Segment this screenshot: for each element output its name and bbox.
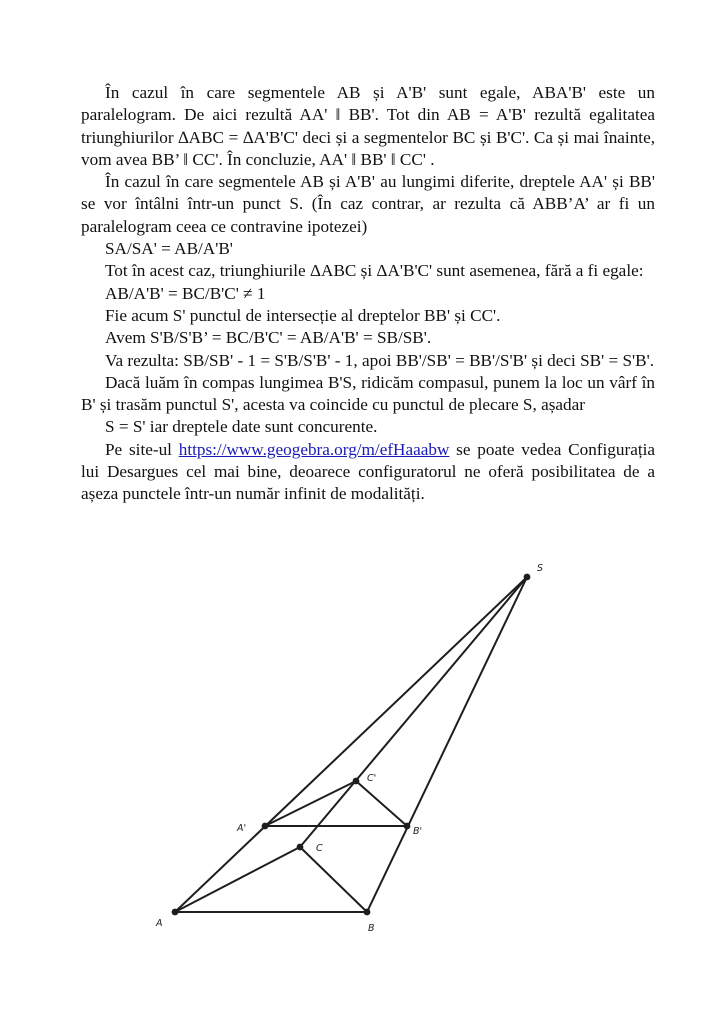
line-s-c xyxy=(300,577,527,847)
point-b xyxy=(364,909,371,916)
label-s: S xyxy=(537,563,544,574)
paragraph-7: Avem S'B/S'B’ = BC/B'C' = AB/A'B' = SB/SB'. xyxy=(105,328,432,348)
paragraph-3: SA/SA' = AB/A'B' xyxy=(105,239,233,259)
point-c-prime xyxy=(353,778,360,785)
paragraph-8: Va rezulta: SB/SB' - 1 = S'B/S'B' - 1, apoi BB'/SB' = BB'/S'B' și deci SB' = S'B'. xyxy=(105,350,654,370)
paragraph-9: Dacă luăm în compas lungimea B'S, ridicăm compasul, punem la loc un vârf în B' și trasăm punctul S', acesta va coincide cu punctul de plecare S, așadar xyxy=(81,372,655,415)
side-ac xyxy=(175,847,300,912)
side-a1c1 xyxy=(265,781,356,826)
point-s xyxy=(524,574,531,581)
point-b-prime xyxy=(404,823,411,830)
paragraph-1: În cazul în care segmentele AB și A'B' sunt egale, ABA'B' este un paralelogram. De aici rezultă AA' ‖ BB'. Tot din AB = A'B' rezultă egalitatea triunghiurilor ∆ABC = ∆A'B'C' deci și a segmentelor BC și B'C'. Ca și mai înainte, vom avea BB’ ‖ CC'. În concluzie, AA' ‖ BB' ‖ CC' . xyxy=(81,83,655,169)
paragraph-2: În cazul în care segmentele AB și A'B' au lungimi diferite, dreptele AA' și BB' se vor întâlni într-un punct S. (În caz contrar, ar rezulta că ABB’A’ ar fi un paralelogram ceea ce contravine ipotezei) xyxy=(81,172,655,236)
link-suffix: se poate vedea Configurația lui Desargues cel mai bine, deoarece configuratorul ne oferă posibilitatea de a așeza punctele într-un număr infinit de modalități. xyxy=(81,439,656,504)
point-c xyxy=(297,844,304,851)
label-a-prime: A' xyxy=(237,823,247,834)
side-bc xyxy=(300,847,367,912)
label-b: B xyxy=(368,923,375,934)
label-b-prime: B' xyxy=(413,826,423,837)
paragraph-6: Fie acum S' punctul de intersecție al dreptelor BB' și CC'. xyxy=(105,305,501,325)
label-c: C xyxy=(316,843,323,854)
point-a xyxy=(172,909,179,916)
line-s-a xyxy=(175,577,527,912)
paragraph-10: S = S' iar dreptele date sunt concurente. xyxy=(105,417,378,437)
geogebra-link[interactable]: https://www.geogebra.org/m/efHaaabw xyxy=(178,439,450,459)
label-c-prime: C' xyxy=(367,773,377,784)
line-s-b xyxy=(367,577,527,912)
side-b1c1 xyxy=(356,781,407,826)
label-a: A xyxy=(156,918,163,929)
point-a-prime xyxy=(262,823,269,830)
paragraph-5: AB/A'B' = BC/B'C' ≠ 1 xyxy=(105,283,266,303)
link-prefix: Pe site-ul xyxy=(105,439,179,459)
paragraph-4: Tot în acest caz, triunghiurile ΔABC și ΔA'B'C' sunt asemenea, fără a fi egale: xyxy=(105,261,644,281)
